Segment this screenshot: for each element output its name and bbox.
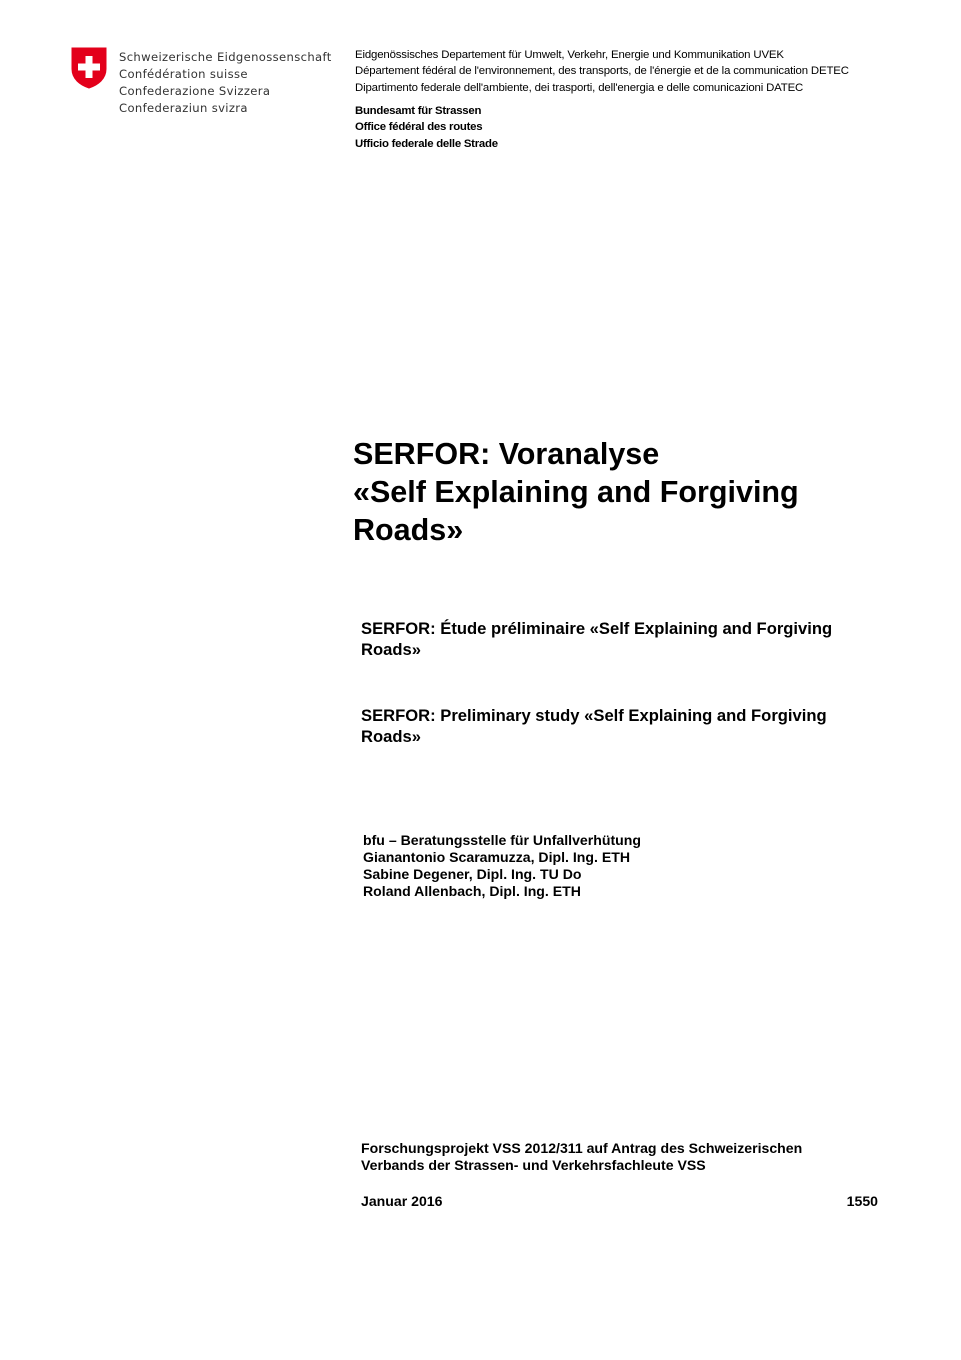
office-line-de: Bundesamt für Strassen [355, 105, 482, 117]
title-line-2: «Self Explaining and Forgiving [353, 475, 799, 509]
publication-date: Januar 2016 [361, 1193, 443, 1209]
subtitle-english [361, 706, 901, 747]
department-line-de: Eidgenössisches Departement für Umwelt, Verkehr, Energie und Kommunikation UVEK [355, 49, 784, 61]
department-header [355, 47, 849, 96]
confederation-name-de: Schweizerische Eidgenossenschaft [119, 50, 332, 64]
authors-block [363, 832, 641, 900]
project-line-2: Verbands der Strassen- und Verkehrsfachleute VSS [361, 1157, 706, 1173]
research-project-note [361, 1140, 802, 1174]
federal-office [355, 103, 498, 152]
department-line-it: Dipartimento federale dell'ambiente, dei trasporti, dell'energia e delle comunicazioni DATEC [355, 81, 804, 94]
subtitle-en-line-2: Roads» [361, 726, 421, 746]
confederation-name-it: Confederazione Svizzera [119, 84, 271, 98]
confederation-name-fr: Confédération suisse [119, 67, 248, 81]
report-title [353, 435, 913, 549]
author-name: Sabine Degener, Dipl. Ing. TU Do [363, 866, 582, 882]
swiss-coat-of-arms-icon [71, 47, 107, 89]
author-name: Roland Allenbach, Dipl. Ing. ETH [363, 883, 581, 899]
subtitle-en-line-1: SERFOR: Preliminary study «Self Explaining and Forgiving [361, 706, 827, 725]
office-line-fr: Office fédéral des routes [355, 121, 483, 134]
office-line-it: Ufficio federale delle Strade [355, 137, 498, 150]
title-line-1: SERFOR: Voranalyse [353, 437, 660, 471]
author-name: Gianantonio Scaramuzza, Dipl. Ing. ETH [363, 849, 631, 865]
subtitle-french [361, 619, 901, 660]
confederation-names [119, 49, 332, 117]
author-organisation: bfu – Beratungsstelle für Unfallverhütung [363, 832, 641, 848]
department-line-fr: Département fédéral de l'environnement, des transports, de l'énergie et de la communication DETEC [355, 65, 849, 78]
report-number: 1550 [846, 1193, 878, 1209]
title-line-3: Roads» [353, 513, 464, 547]
project-line-1: Forschungsprojekt VSS 2012/311 auf Antrag des Schweizerischen [361, 1140, 803, 1156]
confederation-name-rm: Confederaziun svizra [119, 101, 248, 115]
subtitle-fr-line-1: SERFOR: Étude préliminaire «Self Explaining and Forgiving [361, 619, 833, 638]
subtitle-fr-line-2: Roads» [361, 639, 421, 659]
